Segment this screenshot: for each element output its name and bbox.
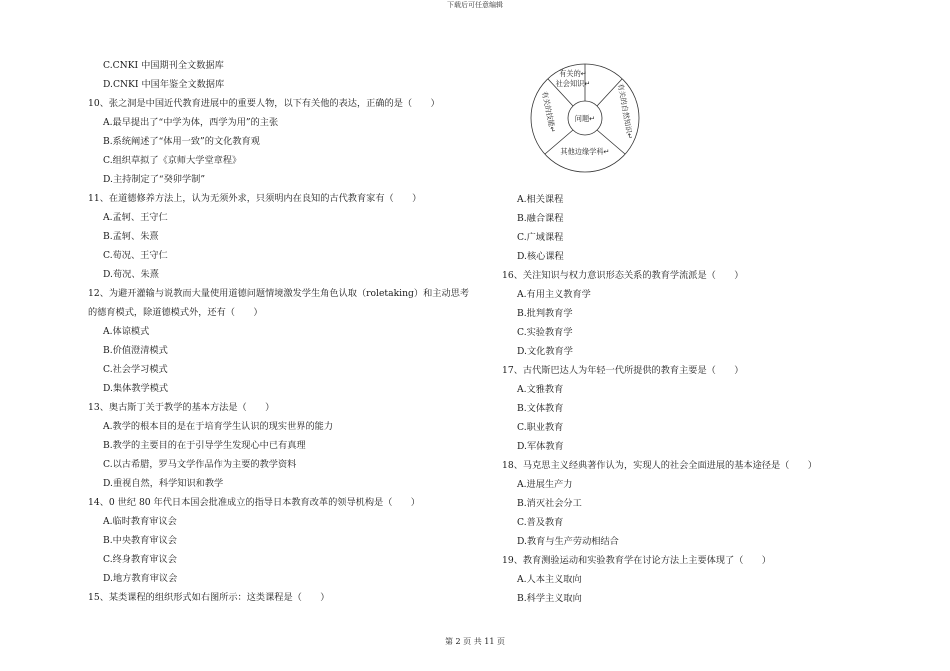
answer-option: B.价值澄清模式 [103, 345, 168, 356]
answer-option: B.文体教育 [517, 403, 564, 414]
answer-option: B.融合课程 [517, 213, 564, 224]
left-column [88, 56, 493, 607]
answer-option: A.人本主义取向 [517, 574, 582, 585]
diagram-top-label-2: 社会知识↵ [555, 79, 591, 88]
diagram-top-label-1: 有关的↵ [559, 69, 587, 78]
diagram-center-label: 问题↵ [574, 114, 596, 123]
question-text: 17、古代斯巴达人为年轻一代所提供的教育主要是（ ） [502, 365, 744, 376]
page-header: 下载后可任意编辑 [447, 1, 503, 9]
question-text: 的德育模式，除道德模式外，还有（ ） [88, 307, 263, 318]
answer-option: D.文化教育学 [517, 346, 573, 357]
answer-option: C.广域课程 [517, 232, 564, 243]
question-text: 12、为避开灌输与说教而大量使用道德问题情境激发学生角色认取（roletaking）和主动思考 [88, 288, 470, 299]
answer-option: A.最早提出了“中学为体，西学为用”的主张 [103, 117, 279, 128]
page-footer: 第 2 页 共 11 页 [445, 637, 505, 646]
answer-option: B.消灭社会分工 [517, 498, 582, 509]
answer-option: B.中央教育审议会 [103, 535, 177, 546]
answer-option: D.主持制定了“癸卯学制” [103, 174, 206, 185]
answer-option: A.教学的根本目的是在于培育学生认识的现实世界的能力 [103, 421, 334, 432]
answer-option: A.孟轲、王守仁 [103, 212, 168, 223]
question-text: 19、教育测验运动和实验教育学在讨论方法上主要体现了（ ） [502, 555, 771, 566]
answer-option: B.孟轲、朱熹 [103, 231, 159, 242]
answer-option: D.核心课程 [517, 251, 564, 262]
answer-option: A.有用主义教育学 [517, 289, 591, 300]
answer-option: C.终身教育审议会 [103, 554, 177, 565]
answer-option: A.临时教育审议会 [103, 516, 177, 527]
answer-option: B.系统阐述了“体用一致”的文化教育观 [103, 136, 260, 147]
answer-option: D.地方教育审议会 [103, 573, 178, 584]
diagram-right-label: 有关的自然知识↵ [616, 82, 635, 140]
answer-option: B.教学的主要目的在于引导学生发现心中已有真理 [103, 440, 306, 451]
diagram-bottom-label: 其他边缘学科↵ [560, 147, 610, 156]
question-text: 16、关注知识与权力意识形态关系的教育学流派是（ ） [502, 270, 744, 281]
answer-option: A.进展生产力 [517, 479, 573, 490]
question-text: 13、奥古斯丁关于教学的基本方法是（ ） [88, 402, 275, 413]
answer-option: B.批判教育学 [517, 308, 573, 319]
answer-option: C.以古希腊，罗马文学作品作为主要的教学资料 [103, 459, 297, 470]
answer-option: D.教育与生产劳动相结合 [517, 536, 619, 547]
answer-option: D.集体教学模式 [103, 383, 169, 394]
question-text: 14、0 世纪 80 年代日本国会批准成立的指导日本教育改革的领导机构是（ ） [88, 497, 420, 508]
question-text: 10、张之洞是中国近代教育进展中的重要人物，以下有关他的表达，正确的是（ ） [88, 98, 440, 109]
answer-option: C.职业教育 [517, 422, 564, 433]
right-column [502, 190, 907, 608]
answer-option: C.实验教育学 [517, 327, 573, 338]
answer-option: D.军体教育 [517, 441, 564, 452]
answer-option: C.CNKI 中国期刊全文数据库 [103, 60, 224, 71]
answer-option: D.重视自然，科学知识和教学 [103, 478, 224, 489]
answer-option: C.普及教育 [517, 517, 564, 528]
answer-option: A.体谅模式 [103, 326, 150, 337]
answer-option: C.社会学习模式 [103, 364, 168, 375]
answer-option: A.相关课程 [517, 194, 564, 205]
course-organization-diagram [528, 62, 642, 174]
answer-option: C.荀况、王守仁 [103, 250, 168, 261]
question-text: 15、某类课程的组织形式如右图所示：这类课程是（ ） [88, 592, 330, 603]
diagram-left-label: 有关的技能↵ [540, 90, 558, 134]
answer-option: B.科学主义取向 [517, 593, 582, 604]
answer-option: A.文雅教育 [517, 384, 564, 395]
answer-option: C.组织草拟了《京师大学堂章程》 [103, 155, 242, 166]
question-text: 18、马克思主义经典著作认为，实现人的社会全面进展的基本途径是（ ） [502, 460, 817, 471]
question-text: 11、在道德修养方法上，认为无须外求，只须明内在良知的古代教育家有（ ） [88, 193, 422, 204]
answer-option: D.荀况、朱熹 [103, 269, 159, 280]
answer-option: D.CNKI 中国年鉴全文数据库 [103, 79, 225, 90]
